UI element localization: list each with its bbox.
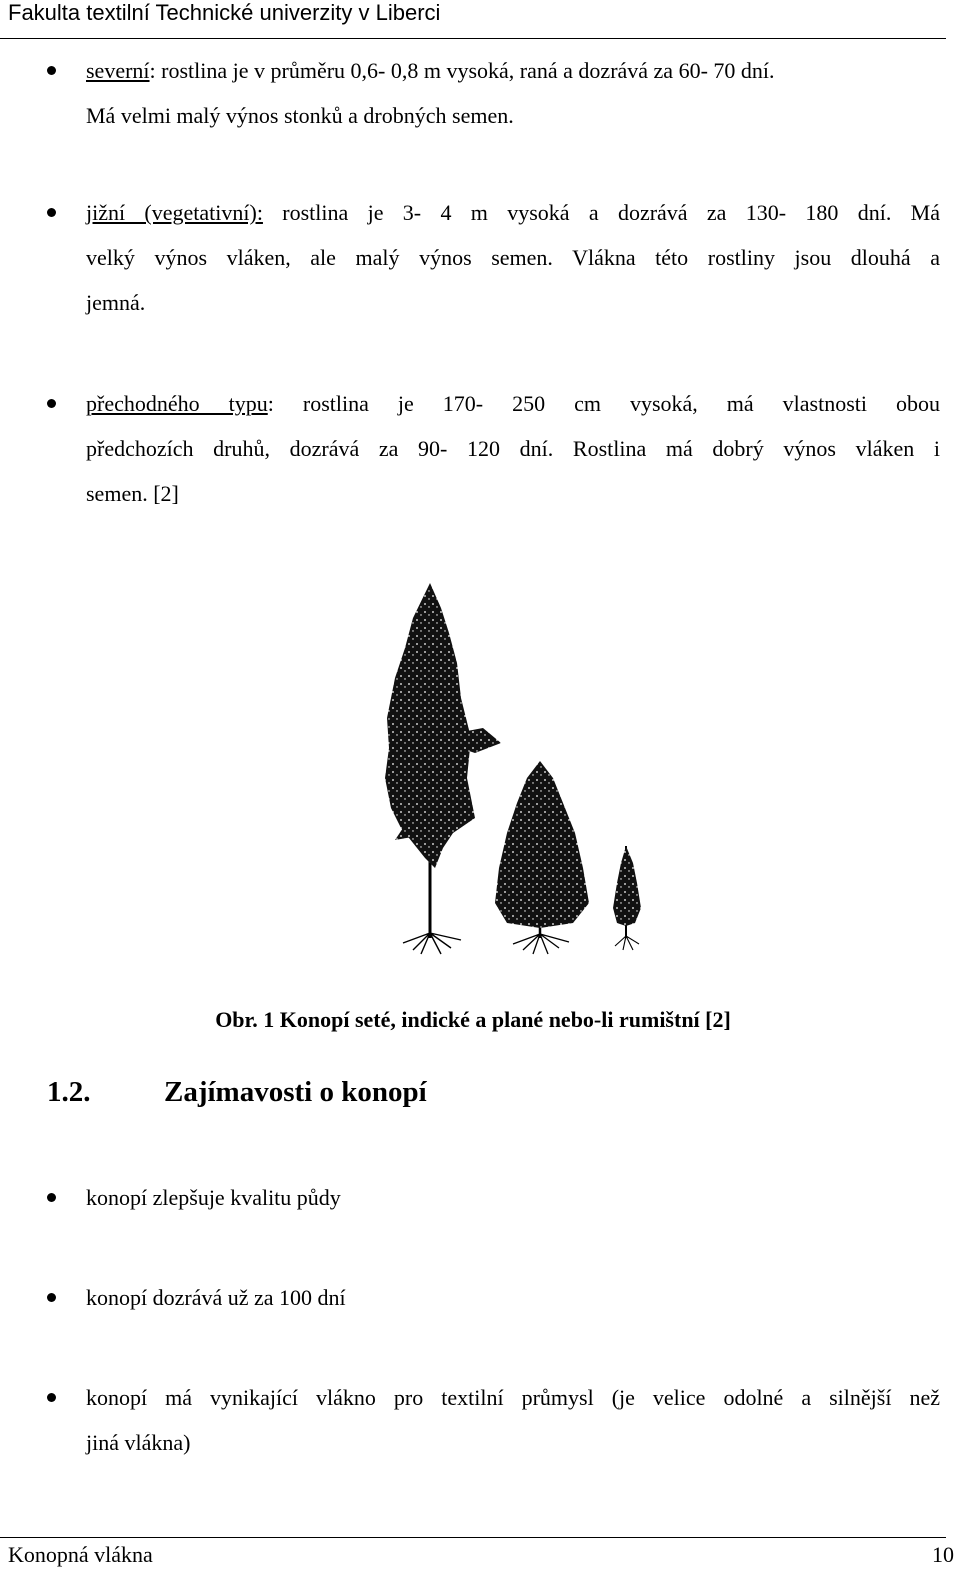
list-item-line: předchozích druhů, dozrává za 90- 120 dní. Rostlina má dobrý výnos vláken i	[86, 436, 940, 461]
page-number: 10	[932, 1542, 954, 1567]
bullet-icon	[47, 1293, 56, 1302]
header-title: Fakulta textilní Technické univerzity v Liberci	[8, 0, 441, 25]
list-item-line: konopí zlepšuje kvalitu půdy	[86, 1185, 341, 1210]
hemp-plants-illustration	[383, 578, 645, 960]
list-item-text	[86, 190, 940, 325]
list-item-line: velký výnos vláken, ale malý výnos semen. Vlákna této rostliny jsou dlouhá a	[86, 245, 940, 270]
list-item-line: konopí má vynikající vlákno pro textilní průmysl (je velice odolné a silnější než	[86, 1385, 940, 1410]
bullet-icon	[47, 208, 56, 217]
list-item-text	[86, 1175, 940, 1220]
tall-plant-icon	[385, 583, 501, 954]
term-label: jižní (vegetativní):	[86, 200, 263, 225]
list-item-line: semen. [2]	[86, 481, 179, 506]
hemp-plants-figure	[383, 578, 645, 960]
bullet-icon	[47, 399, 56, 408]
line-text: rostlina je 3- 4 m vysoká a dozrává za 130- 180 dní. Má	[262, 200, 940, 225]
footer-title: Konopná vlákna	[8, 1542, 153, 1567]
list-item-line: Má velmi malý výnos stonků a drobných semen.	[86, 103, 514, 128]
header-rule	[0, 38, 946, 39]
line-text: : rostlina je 170- 250 cm vysoká, má vlastnosti obou	[267, 391, 940, 416]
term-label: severní	[86, 58, 150, 83]
bushy-plant-icon	[495, 761, 589, 954]
list-item-text	[86, 1275, 940, 1320]
list-item-text	[86, 48, 940, 138]
list-item-line	[86, 381, 940, 426]
figure-caption: Obr. 1 Konopí seté, indické a plané nebo-li rumištní [2]	[215, 1007, 731, 1032]
list-item-line: konopí dozrává už za 100 dní	[86, 1285, 346, 1310]
list-item-text	[86, 381, 940, 516]
page-header	[0, 0, 960, 40]
bullet-icon	[47, 1193, 56, 1202]
section-title: Zajímavosti o konopí	[164, 1076, 427, 1108]
list-item-line: jiná vlákna)	[86, 1430, 191, 1455]
list-item-line	[86, 48, 940, 93]
list-item-text	[86, 1375, 940, 1465]
bullet-icon	[47, 1393, 56, 1402]
list-item-line: jemná.	[86, 290, 146, 315]
term-label: přechodného typu	[86, 391, 268, 416]
bullet-icon	[47, 66, 56, 75]
line-text: : rostlina je v průměru 0,6- 0,8 m vysoká, raná a dozrává za 60- 70 dní.	[149, 58, 775, 83]
small-plant-icon	[613, 846, 641, 950]
list-item-line	[86, 190, 940, 235]
section-number: 1.2.	[47, 1076, 91, 1108]
